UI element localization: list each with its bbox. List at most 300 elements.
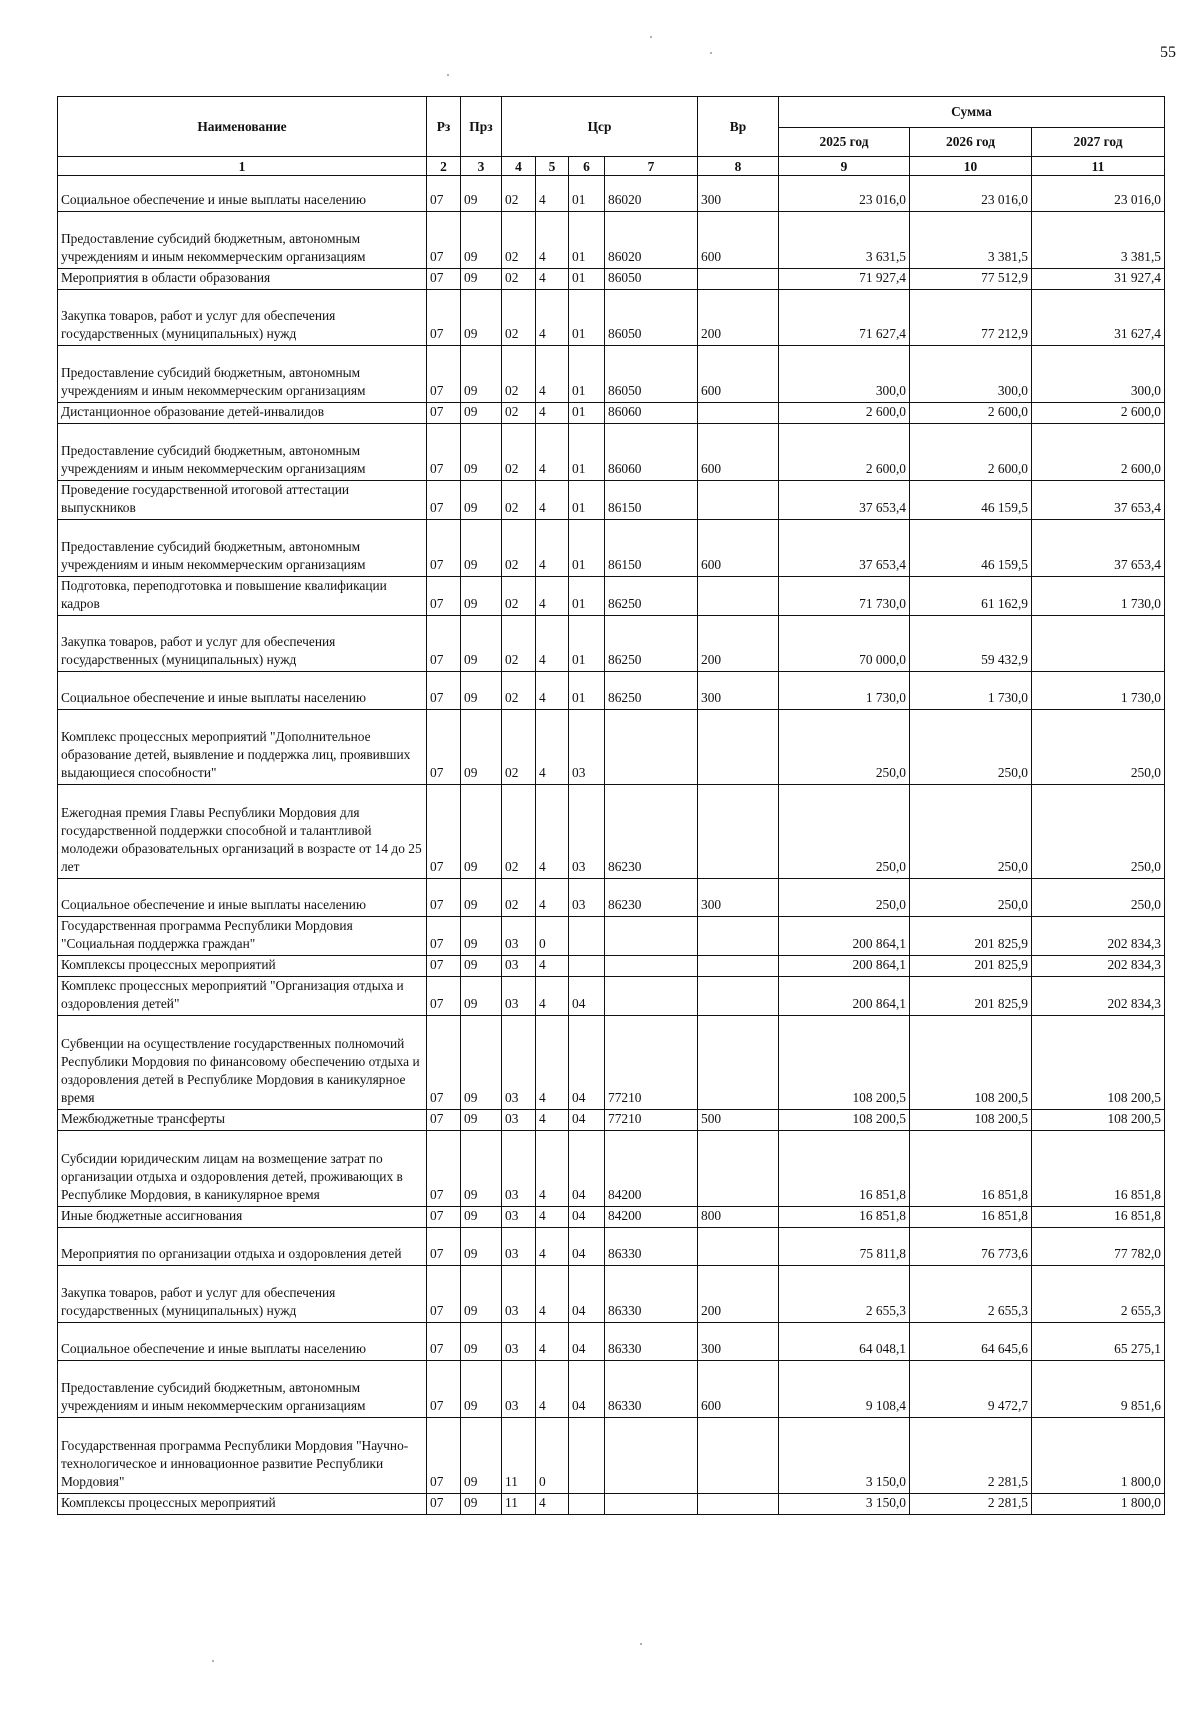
row-csr-program-cell: 03	[502, 1266, 536, 1323]
row-csr-structure-cell: 04	[569, 977, 605, 1016]
row-csr-structure-cell: 01	[569, 269, 605, 290]
row-csr-direction-cell: 86250	[605, 577, 698, 616]
row-sum-2026-cell: 64 645,6	[910, 1323, 1032, 1361]
row-prz-cell: 09	[461, 785, 502, 879]
row-prz-cell: 09	[461, 176, 502, 212]
row-sum-2026-cell: 201 825,9	[910, 917, 1032, 956]
col-number: 8	[698, 157, 779, 176]
row-sum-2027-cell: 23 016,0	[1032, 176, 1165, 212]
row-sum-2027-cell: 37 653,4	[1032, 481, 1165, 520]
table-row	[58, 977, 1165, 1016]
table-row	[58, 1323, 1165, 1361]
row-csr-program-cell: 11	[502, 1494, 536, 1515]
row-sum-2025-cell: 3 150,0	[779, 1418, 910, 1494]
row-csr-direction-cell: 86330	[605, 1361, 698, 1418]
row-vr-cell: 300	[698, 672, 779, 710]
row-sum-2025-cell: 108 200,5	[779, 1110, 910, 1131]
row-csr-structure-cell: 04	[569, 1323, 605, 1361]
row-prz-cell: 09	[461, 956, 502, 977]
row-name-cell: Государственная программа Республики Мордовия "Социальная поддержка граждан"	[58, 917, 427, 956]
row-sum-2025-cell: 70 000,0	[779, 616, 910, 672]
row-csr-program-cell: 02	[502, 290, 536, 346]
row-prz-cell: 09	[461, 481, 502, 520]
row-rz-cell: 07	[427, 785, 461, 879]
row-csr-structure-cell: 01	[569, 290, 605, 346]
row-vr-cell: 600	[698, 1361, 779, 1418]
row-name-cell: Комплекс процессных мероприятий "Дополнительное образование детей, выявление и поддержка лиц, проявивших выдающиеся способности"	[58, 710, 427, 785]
table-row	[58, 424, 1165, 481]
row-vr-cell: 300	[698, 1323, 779, 1361]
col-number: 11	[1032, 157, 1165, 176]
row-csr-program-cell: 02	[502, 785, 536, 879]
row-sum-2026-cell: 201 825,9	[910, 977, 1032, 1016]
row-sum-2025-cell: 23 016,0	[779, 176, 910, 212]
row-rz-cell: 07	[427, 481, 461, 520]
row-sum-2025-cell: 3 150,0	[779, 1494, 910, 1515]
row-csr-program-cell: 03	[502, 917, 536, 956]
table-row	[58, 785, 1165, 879]
row-csr-program-cell: 02	[502, 672, 536, 710]
row-csr-type-cell: 4	[536, 424, 569, 481]
row-rz-cell: 07	[427, 616, 461, 672]
row-name-cell: Закупка товаров, работ и услуг для обеспечения государственных (муниципальных) нужд	[58, 290, 427, 346]
row-vr-cell	[698, 481, 779, 520]
row-prz-cell: 09	[461, 1361, 502, 1418]
row-prz-cell: 09	[461, 290, 502, 346]
table-row	[58, 1016, 1165, 1110]
row-sum-2026-cell: 250,0	[910, 710, 1032, 785]
row-csr-structure-cell: 04	[569, 1361, 605, 1418]
row-csr-structure-cell: 01	[569, 616, 605, 672]
table-row	[58, 1361, 1165, 1418]
row-rz-cell: 07	[427, 879, 461, 917]
table-row	[58, 403, 1165, 424]
row-csr-structure-cell: 01	[569, 577, 605, 616]
row-sum-2025-cell: 71 627,4	[779, 290, 910, 346]
row-prz-cell: 09	[461, 1016, 502, 1110]
row-sum-2025-cell: 250,0	[779, 710, 910, 785]
row-prz-cell: 09	[461, 879, 502, 917]
row-csr-type-cell: 4	[536, 977, 569, 1016]
row-name-cell: Предоставление субсидий бюджетным, автономным учреждениям и иным некоммерческим организациям	[58, 520, 427, 577]
row-sum-2027-cell: 9 851,6	[1032, 1361, 1165, 1418]
row-csr-direction-cell	[605, 710, 698, 785]
row-vr-cell	[698, 917, 779, 956]
row-sum-2027-cell: 202 834,3	[1032, 956, 1165, 977]
row-csr-type-cell: 4	[536, 346, 569, 403]
row-csr-type-cell: 4	[536, 1494, 569, 1515]
row-sum-2027-cell: 108 200,5	[1032, 1016, 1165, 1110]
row-vr-cell: 800	[698, 1207, 779, 1228]
row-sum-2026-cell: 201 825,9	[910, 956, 1032, 977]
row-sum-2027-cell: 250,0	[1032, 879, 1165, 917]
row-csr-direction-cell: 86050	[605, 290, 698, 346]
row-csr-program-cell: 02	[502, 710, 536, 785]
row-sum-2025-cell: 300,0	[779, 346, 910, 403]
row-csr-program-cell: 02	[502, 481, 536, 520]
row-csr-type-cell: 4	[536, 879, 569, 917]
table-row	[58, 879, 1165, 917]
row-csr-type-cell: 4	[536, 520, 569, 577]
row-csr-type-cell: 4	[536, 577, 569, 616]
row-vr-cell	[698, 956, 779, 977]
row-sum-2026-cell: 77 212,9	[910, 290, 1032, 346]
table-row	[58, 481, 1165, 520]
table-row	[58, 1494, 1165, 1515]
row-csr-direction-cell: 86050	[605, 346, 698, 403]
row-rz-cell: 07	[427, 1228, 461, 1266]
row-csr-direction-cell	[605, 977, 698, 1016]
row-sum-2025-cell: 2 655,3	[779, 1266, 910, 1323]
row-rz-cell: 07	[427, 1266, 461, 1323]
row-sum-2025-cell: 37 653,4	[779, 481, 910, 520]
row-name-cell: Социальное обеспечение и иные выплаты населению	[58, 879, 427, 917]
table-row	[58, 290, 1165, 346]
row-csr-program-cell: 03	[502, 1207, 536, 1228]
row-csr-program-cell: 03	[502, 1323, 536, 1361]
row-name-cell: Дистанционное образование детей-инвалидов	[58, 403, 427, 424]
row-sum-2025-cell: 16 851,8	[779, 1207, 910, 1228]
row-csr-program-cell: 02	[502, 269, 536, 290]
row-rz-cell: 07	[427, 290, 461, 346]
row-name-cell: Субсидии юридическим лицам на возмещение затрат по организации отдыха и оздоровления детей, проживающих в Республике Мордовия, в каникулярное время	[58, 1131, 427, 1207]
table-row	[58, 346, 1165, 403]
row-name-cell: Государственная программа Республики Мордовия "Научно-технологическое и инновационное развитие Республики Мордовия"	[58, 1418, 427, 1494]
row-csr-direction-cell: 86060	[605, 403, 698, 424]
row-csr-structure-cell: 03	[569, 785, 605, 879]
row-csr-type-cell: 4	[536, 1323, 569, 1361]
row-csr-structure-cell: 01	[569, 481, 605, 520]
row-sum-2025-cell: 16 851,8	[779, 1131, 910, 1207]
row-csr-type-cell: 4	[536, 176, 569, 212]
row-rz-cell: 07	[427, 1418, 461, 1494]
row-csr-structure-cell	[569, 956, 605, 977]
row-name-cell: Социальное обеспечение и иные выплаты населению	[58, 1323, 427, 1361]
row-csr-type-cell: 4	[536, 290, 569, 346]
row-sum-2026-cell: 46 159,5	[910, 520, 1032, 577]
budget-table	[57, 96, 1165, 1515]
row-vr-cell	[698, 710, 779, 785]
row-sum-2026-cell: 2 655,3	[910, 1266, 1032, 1323]
row-csr-direction-cell: 86150	[605, 520, 698, 577]
row-sum-2027-cell: 37 653,4	[1032, 520, 1165, 577]
row-csr-direction-cell: 84200	[605, 1207, 698, 1228]
row-csr-direction-cell: 84200	[605, 1131, 698, 1207]
table-row	[58, 1228, 1165, 1266]
row-sum-2025-cell: 108 200,5	[779, 1016, 910, 1110]
row-csr-direction-cell: 77210	[605, 1016, 698, 1110]
row-csr-direction-cell	[605, 1418, 698, 1494]
row-sum-2027-cell: 65 275,1	[1032, 1323, 1165, 1361]
row-sum-2027-cell: 31 627,4	[1032, 290, 1165, 346]
row-sum-2025-cell: 250,0	[779, 879, 910, 917]
table-row	[58, 520, 1165, 577]
row-vr-cell: 300	[698, 176, 779, 212]
row-csr-structure-cell: 04	[569, 1131, 605, 1207]
row-csr-program-cell: 11	[502, 1418, 536, 1494]
table-row	[58, 956, 1165, 977]
row-sum-2025-cell: 3 631,5	[779, 212, 910, 269]
row-csr-program-cell: 03	[502, 1016, 536, 1110]
row-csr-type-cell: 4	[536, 1110, 569, 1131]
row-rz-cell: 07	[427, 917, 461, 956]
col-number: 4	[502, 157, 536, 176]
row-sum-2027-cell: 202 834,3	[1032, 977, 1165, 1016]
row-csr-direction-cell: 86330	[605, 1228, 698, 1266]
row-sum-2025-cell: 250,0	[779, 785, 910, 879]
row-csr-type-cell: 4	[536, 212, 569, 269]
row-prz-cell: 09	[461, 917, 502, 956]
row-sum-2027-cell: 300,0	[1032, 346, 1165, 403]
row-csr-structure-cell	[569, 1418, 605, 1494]
table-row	[58, 616, 1165, 672]
row-name-cell: Ежегодная премия Главы Республики Мордовия для государственной поддержки способной и талантливой молодежи образовательных организаций в возрасте от 14 до 25 лет	[58, 785, 427, 879]
col-number: 10	[910, 157, 1032, 176]
row-sum-2026-cell: 61 162,9	[910, 577, 1032, 616]
row-sum-2027-cell: 250,0	[1032, 785, 1165, 879]
row-csr-structure-cell: 01	[569, 424, 605, 481]
row-sum-2026-cell: 2 600,0	[910, 424, 1032, 481]
row-sum-2026-cell: 108 200,5	[910, 1016, 1032, 1110]
header-year-2027: 2027 год	[1032, 128, 1165, 157]
row-csr-structure-cell: 03	[569, 710, 605, 785]
row-sum-2026-cell: 16 851,8	[910, 1131, 1032, 1207]
table-row	[58, 1266, 1165, 1323]
row-csr-program-cell: 03	[502, 1361, 536, 1418]
row-sum-2025-cell: 200 864,1	[779, 956, 910, 977]
row-name-cell: Субвенции на осуществление государственных полномочий Республики Мордовия по финансовому обеспечению отдыха и оздоровления детей в Республике Мордовия в каникулярное время	[58, 1016, 427, 1110]
row-csr-structure-cell: 03	[569, 879, 605, 917]
row-csr-type-cell: 0	[536, 1418, 569, 1494]
row-prz-cell: 09	[461, 1207, 502, 1228]
row-csr-structure-cell: 04	[569, 1110, 605, 1131]
row-csr-direction-cell: 86020	[605, 212, 698, 269]
row-csr-program-cell: 03	[502, 1110, 536, 1131]
row-sum-2025-cell: 2 600,0	[779, 424, 910, 481]
row-csr-direction-cell: 86020	[605, 176, 698, 212]
row-rz-cell: 07	[427, 1323, 461, 1361]
row-prz-cell: 09	[461, 1323, 502, 1361]
row-csr-direction-cell: 77210	[605, 1110, 698, 1131]
row-prz-cell: 09	[461, 424, 502, 481]
row-name-cell: Социальное обеспечение и иные выплаты населению	[58, 672, 427, 710]
row-name-cell: Закупка товаров, работ и услуг для обеспечения государственных (муниципальных) нужд	[58, 616, 427, 672]
row-sum-2026-cell: 108 200,5	[910, 1110, 1032, 1131]
row-sum-2027-cell: 108 200,5	[1032, 1110, 1165, 1131]
row-csr-type-cell: 4	[536, 1131, 569, 1207]
row-sum-2025-cell: 9 108,4	[779, 1361, 910, 1418]
table-row	[58, 1131, 1165, 1207]
table-header	[58, 97, 1165, 176]
header-vr: Вр	[698, 97, 779, 157]
row-csr-structure-cell: 01	[569, 176, 605, 212]
row-sum-2026-cell: 9 472,7	[910, 1361, 1032, 1418]
row-csr-direction-cell: 86060	[605, 424, 698, 481]
row-rz-cell: 07	[427, 424, 461, 481]
row-csr-direction-cell: 86250	[605, 672, 698, 710]
header-name: Наименование	[58, 97, 427, 157]
row-csr-type-cell: 4	[536, 269, 569, 290]
row-csr-type-cell: 0	[536, 917, 569, 956]
table-row	[58, 1207, 1165, 1228]
row-sum-2027-cell: 202 834,3	[1032, 917, 1165, 956]
row-rz-cell: 07	[427, 212, 461, 269]
row-rz-cell: 07	[427, 269, 461, 290]
header-rz: Рз	[427, 97, 461, 157]
row-vr-cell	[698, 977, 779, 1016]
row-csr-type-cell: 4	[536, 481, 569, 520]
row-csr-program-cell: 02	[502, 424, 536, 481]
row-vr-cell: 200	[698, 616, 779, 672]
row-csr-program-cell: 02	[502, 879, 536, 917]
row-name-cell: Комплекс процессных мероприятий "Организация отдыха и оздоровления детей"	[58, 977, 427, 1016]
row-vr-cell: 600	[698, 346, 779, 403]
row-rz-cell: 07	[427, 1207, 461, 1228]
row-sum-2025-cell: 64 048,1	[779, 1323, 910, 1361]
row-csr-type-cell: 4	[536, 616, 569, 672]
row-name-cell: Иные бюджетные ассигнования	[58, 1207, 427, 1228]
row-name-cell: Комплексы процессных мероприятий	[58, 1494, 427, 1515]
row-csr-type-cell: 4	[536, 1016, 569, 1110]
row-sum-2027-cell: 16 851,8	[1032, 1131, 1165, 1207]
table-row	[58, 269, 1165, 290]
row-sum-2027-cell: 250,0	[1032, 710, 1165, 785]
header-year-2025: 2025 год	[779, 128, 910, 157]
row-vr-cell: 200	[698, 1266, 779, 1323]
row-csr-structure-cell: 01	[569, 403, 605, 424]
row-sum-2027-cell: 1 730,0	[1032, 577, 1165, 616]
row-csr-program-cell: 02	[502, 346, 536, 403]
row-csr-program-cell: 02	[502, 616, 536, 672]
header-prz: Прз	[461, 97, 502, 157]
row-sum-2026-cell: 23 016,0	[910, 176, 1032, 212]
row-prz-cell: 09	[461, 1266, 502, 1323]
row-sum-2027-cell: 1 800,0	[1032, 1494, 1165, 1515]
table-row	[58, 710, 1165, 785]
row-vr-cell	[698, 1131, 779, 1207]
row-sum-2026-cell: 1 730,0	[910, 672, 1032, 710]
row-csr-direction-cell: 86150	[605, 481, 698, 520]
row-csr-structure-cell: 04	[569, 1207, 605, 1228]
row-csr-direction-cell	[605, 1494, 698, 1515]
row-rz-cell: 07	[427, 1494, 461, 1515]
row-rz-cell: 07	[427, 672, 461, 710]
row-csr-structure-cell: 01	[569, 520, 605, 577]
row-vr-cell: 600	[698, 212, 779, 269]
table-row	[58, 176, 1165, 212]
row-name-cell: Социальное обеспечение и иные выплаты населению	[58, 176, 427, 212]
row-sum-2026-cell: 77 512,9	[910, 269, 1032, 290]
row-sum-2026-cell: 59 432,9	[910, 616, 1032, 672]
row-sum-2026-cell: 2 281,5	[910, 1418, 1032, 1494]
row-name-cell: Мероприятия по организации отдыха и оздоровления детей	[58, 1228, 427, 1266]
row-csr-direction-cell	[605, 956, 698, 977]
row-name-cell: Предоставление субсидий бюджетным, автономным учреждениям и иным некоммерческим организациям	[58, 1361, 427, 1418]
row-csr-structure-cell: 01	[569, 672, 605, 710]
row-csr-structure-cell: 01	[569, 212, 605, 269]
row-rz-cell: 07	[427, 1131, 461, 1207]
row-rz-cell: 07	[427, 577, 461, 616]
row-csr-direction-cell: 86330	[605, 1266, 698, 1323]
row-sum-2025-cell: 200 864,1	[779, 917, 910, 956]
row-csr-program-cell: 02	[502, 520, 536, 577]
page-number: 55	[1160, 44, 1176, 61]
row-prz-cell: 09	[461, 269, 502, 290]
row-vr-cell	[698, 269, 779, 290]
col-number: 3	[461, 157, 502, 176]
row-csr-structure-cell: 04	[569, 1228, 605, 1266]
row-vr-cell	[698, 577, 779, 616]
col-number: 2	[427, 157, 461, 176]
row-csr-structure-cell	[569, 917, 605, 956]
row-sum-2026-cell: 46 159,5	[910, 481, 1032, 520]
row-csr-program-cell: 03	[502, 977, 536, 1016]
row-prz-cell: 09	[461, 1418, 502, 1494]
row-name-cell: Закупка товаров, работ и услуг для обеспечения государственных (муниципальных) нужд	[58, 1266, 427, 1323]
row-sum-2027-cell: 16 851,8	[1032, 1207, 1165, 1228]
row-rz-cell: 07	[427, 176, 461, 212]
row-sum-2027-cell: 2 600,0	[1032, 424, 1165, 481]
row-prz-cell: 09	[461, 1228, 502, 1266]
row-csr-direction-cell: 86250	[605, 616, 698, 672]
row-csr-type-cell: 4	[536, 403, 569, 424]
row-prz-cell: 09	[461, 577, 502, 616]
row-sum-2025-cell: 71 927,4	[779, 269, 910, 290]
row-rz-cell: 07	[427, 1016, 461, 1110]
table-row	[58, 577, 1165, 616]
row-vr-cell	[698, 1228, 779, 1266]
col-number: 5	[536, 157, 569, 176]
header-sum: Сумма	[779, 97, 1165, 128]
row-vr-cell	[698, 1418, 779, 1494]
row-prz-cell: 09	[461, 616, 502, 672]
row-csr-type-cell: 4	[536, 1266, 569, 1323]
row-vr-cell: 600	[698, 520, 779, 577]
row-sum-2026-cell: 300,0	[910, 346, 1032, 403]
table-row	[58, 672, 1165, 710]
row-csr-program-cell: 02	[502, 212, 536, 269]
row-rz-cell: 07	[427, 956, 461, 977]
row-prz-cell: 09	[461, 672, 502, 710]
row-vr-cell	[698, 785, 779, 879]
row-csr-type-cell: 4	[536, 672, 569, 710]
row-sum-2026-cell: 16 851,8	[910, 1207, 1032, 1228]
row-sum-2025-cell: 2 600,0	[779, 403, 910, 424]
column-numbers-row	[58, 157, 1165, 176]
row-csr-structure-cell	[569, 1494, 605, 1515]
col-number: 9	[779, 157, 910, 176]
row-sum-2025-cell: 37 653,4	[779, 520, 910, 577]
col-number: 7	[605, 157, 698, 176]
row-sum-2026-cell: 250,0	[910, 879, 1032, 917]
table-row	[58, 917, 1165, 956]
row-prz-cell: 09	[461, 710, 502, 785]
row-sum-2027-cell: 2 655,3	[1032, 1266, 1165, 1323]
row-vr-cell: 600	[698, 424, 779, 481]
row-csr-direction-cell	[605, 917, 698, 956]
row-rz-cell: 07	[427, 710, 461, 785]
row-csr-direction-cell: 86230	[605, 785, 698, 879]
row-rz-cell: 07	[427, 1361, 461, 1418]
col-number: 6	[569, 157, 605, 176]
row-vr-cell: 500	[698, 1110, 779, 1131]
row-sum-2027-cell: 3 381,5	[1032, 212, 1165, 269]
row-csr-structure-cell: 01	[569, 346, 605, 403]
row-sum-2027-cell: 31 927,4	[1032, 269, 1165, 290]
row-sum-2026-cell: 76 773,6	[910, 1228, 1032, 1266]
row-vr-cell	[698, 1494, 779, 1515]
col-number: 1	[58, 157, 427, 176]
